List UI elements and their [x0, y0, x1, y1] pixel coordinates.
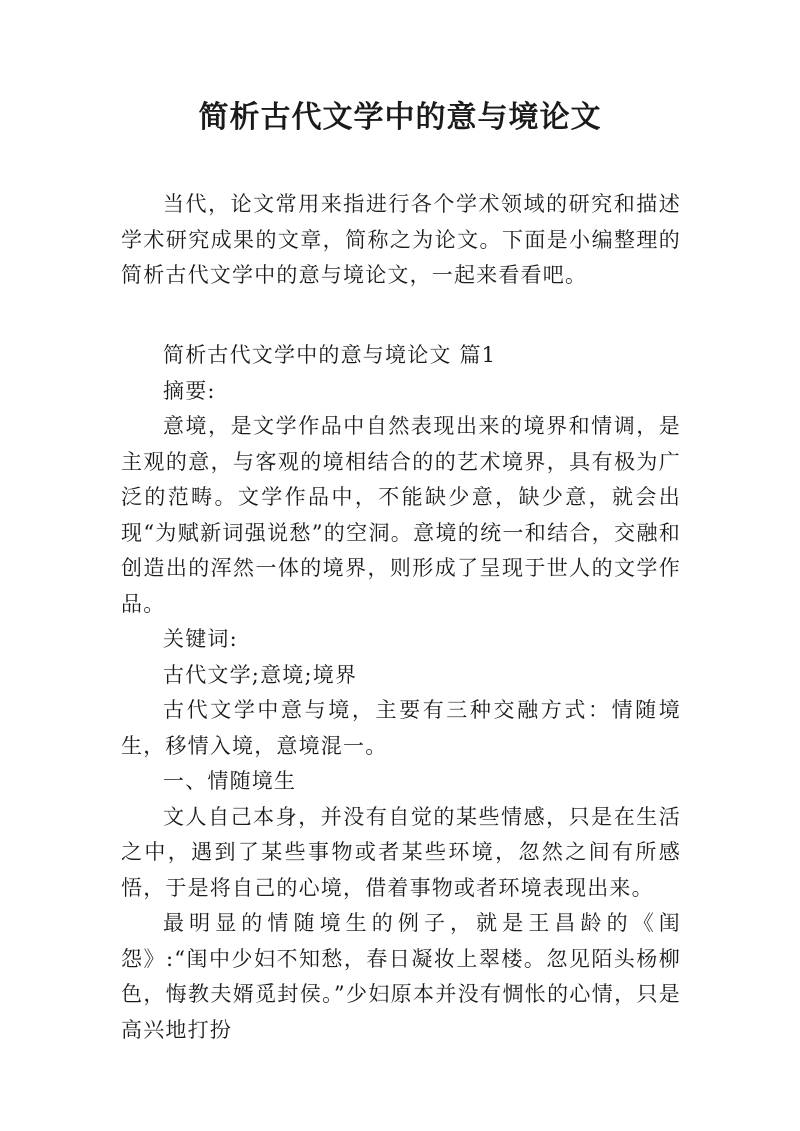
abstract-label: 摘要:	[163, 378, 216, 403]
section-heading: 简析古代文学中的意与境论文 篇1	[163, 343, 497, 367]
body-paragraph: 文人自己本身，并没有自觉的某些情感，只是在生活之中，遇到了某些事物或者某些环境，忽然之间有所感悟，于是将自己的心境，借着事物或者环境表现出来。	[121, 804, 681, 900]
intro-paragraph: 当代，论文常用来指进行各个学术领域的研究和描述学术研究成果的文章，简称之为论文。下面是小编整理的简析古代文学中的意与境论文，一起来看看吧。	[121, 192, 681, 287]
article-section	[121, 338, 681, 1048]
document-title: 简析古代文学中的意与境论文	[198, 100, 602, 135]
abstract-paragraph: 意境，是文学作品中自然表现出来的境界和情调，是主观的意，与客观的境相结合的的艺术境界，具有极为广泛的范畴。文学作品中，不能缺少意，缺少意，就会出现“为赋新词强说愁”的空洞。意境的统一和结合，交融和创造出的浑然一体的境界，则形成了呈现于世人的文学作品。	[121, 414, 681, 616]
body-paragraph: 最明显的情随境生的例子，就是王昌龄的《闺怨》:“闺中少妇不知愁，春日凝妆上翠楼。忽见陌头杨柳色，悔教夫婿觅封侯。”少妇原本并没有惆怅的心情，只是高兴地打扮	[121, 911, 681, 1042]
subheading-emotion-from-scene: 一、情随境生	[163, 769, 297, 793]
keywords-text: 古代文学;意境;境界	[163, 662, 358, 687]
keywords-label: 关键词:	[163, 627, 238, 651]
modes-paragraph: 古代文学中意与境，主要有三种交融方式：情随境生，移情入境，意境混一。	[121, 698, 681, 758]
